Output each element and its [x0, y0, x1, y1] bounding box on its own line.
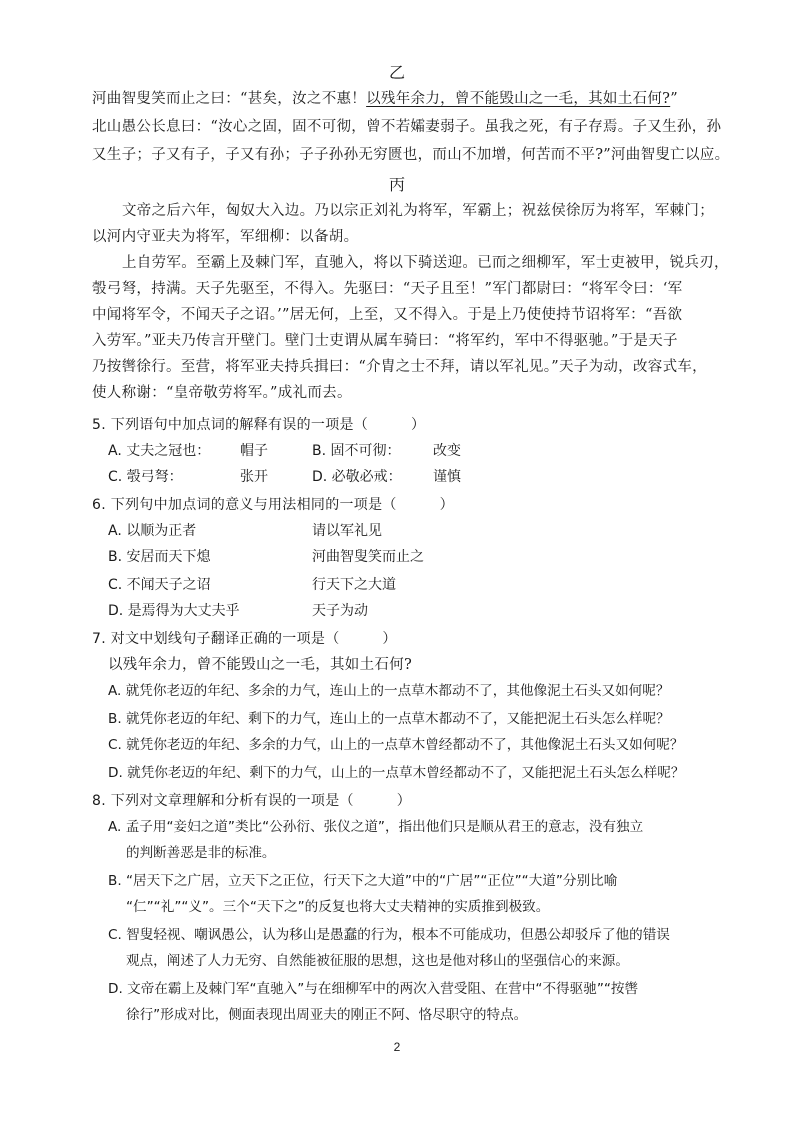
passage-bing-line: 中闻将军令，不闻天子之诏。’”居无何，上至，又不得入。于是上乃使使持节诏将军：“吾欲	[92, 307, 683, 323]
question-7-stem: 7. 对文中划线句子翻译正确的一项是（ ）	[92, 631, 397, 647]
page-number: 2	[393, 1040, 401, 1054]
q6-option-b-compare: 河曲智叟笑而止之	[312, 549, 424, 565]
q5-option-a-answer: 帽子	[240, 443, 268, 459]
q6-option-d: D. 是焉得为大丈夫乎	[108, 603, 240, 619]
passage-bing-line: 以河内守亚夫为将军，军细柳：以备胡。	[92, 229, 359, 245]
q5-option-b-answer: 改变	[433, 443, 461, 459]
q7-option-d: D. 就凭你老迈的年纪、剩下的力气，山上的一点草木曾经都动不了，又能把泥土石头怎么样呢？	[108, 765, 685, 781]
passage-bing-line: 文帝之后六年，匈奴大入边。乃以宗正刘礼为将军，军霸上；祝兹侯徐厉为将军，军棘门；	[122, 203, 714, 219]
q7-option-b: B. 就凭你老迈的年纪、剩下的力气，连山上的一点草木都动不了，又能把泥土石头怎么样呢？	[108, 711, 670, 727]
underlined-sentence: 以残年余力，曾不能毁山之一毛，其如土石何?	[366, 91, 671, 107]
q5-option-a: A. 丈夫之冠也：	[108, 443, 211, 459]
q8-option-c-cont: 观点，阐述了人力无穷、自然能被征服的思想，这也是他对移山的坚强信心的来源。	[126, 953, 629, 969]
passage-bing-line: 上自劳军。至霸上及棘门军，直驰入，将以下骑送迎。已而之细柳军，军士吏被甲，锐兵刃，	[122, 255, 729, 271]
q8-option-b-cont: “仁”“礼”“义”。三个“天下之”的反复也将大丈夫精神的实质推到极致。	[126, 899, 550, 915]
q8-option-b: B. “居天下之广居，立天下之正位，行天下之大道”中的“广居”“正位”“大道”分别比喻	[108, 873, 618, 889]
q7-quoted-sentence: 以残年余力，曾不能毁山之一毛，其如土石何?	[108, 657, 413, 673]
passage-yi-line: 又生子；子又有子，子又有孙；子子孙孙无穷匮也，而山不加增，何苦而不平?”河曲智叟亡以应。	[92, 147, 730, 163]
question-6-stem: 6. 下列句中加点词的意义与用法相同的一项是（ ）	[92, 497, 454, 513]
q8-option-a: A. 孟子用“妾妇之道”类比“公孙衍、张仪之道”，指出他们只是顺从君王的意志，没有独立	[108, 819, 644, 835]
passage-yi-line: 北山愚公长息曰：“汝心之固，固不可彻，曾不若孀妻弱子。虽我之死，有子存焉。子又生孙，孙	[92, 119, 722, 135]
q5-option-d-answer: 谨慎	[433, 469, 461, 485]
q6-option-c-compare: 行天下之大道	[312, 577, 396, 593]
passage-bing-line: 彀弓弩，持满。天子先驱至，不得入。先驱曰：“天子且至！”军门都尉曰：“将军令曰：‘军	[92, 281, 683, 297]
q5-option-c-answer: 张开	[240, 469, 268, 485]
passage-bing-line: 使人称谢：“皇帝敬劳将军。”成礼而去。	[92, 385, 352, 401]
q5-option-c: C. 彀弓弩：	[108, 469, 183, 485]
q8-option-a-cont: 的判断善恶是非的标准。	[126, 845, 276, 861]
q6-option-a: A. 以顺为正者	[108, 523, 197, 539]
passage-yi-heading: 乙	[388, 63, 405, 82]
q6-option-d-compare: 天子为动	[312, 603, 368, 619]
q5-option-b: B. 固不可彻：	[312, 443, 401, 459]
question-8-stem: 8. 下列对文章理解和分析有误的一项是（ ）	[92, 793, 412, 809]
passage-bing-line: 乃按辔徐行。至营，将军亚夫持兵揖曰：“介胄之士不拜，请以军礼见。”天子为动，改容式车，	[92, 359, 707, 375]
q8-option-c: C. 智叟轻视、嘲讽愚公，认为移山是愚蠢的行为，根本不可能成功，但愚公却驳斥了他的错误	[108, 927, 670, 943]
q6-option-a-compare: 请以军礼见	[312, 523, 382, 539]
q8-option-d-cont: 徐行”形成对比，侧面表现出周亚夫的刚正不阿、恪尽职守的特点。	[126, 1007, 528, 1023]
passage-bing-heading: 丙	[388, 175, 405, 194]
passage-yi-line1-post: ”	[670, 91, 678, 107]
q6-option-c: C. 不闻天子之诏	[108, 577, 211, 593]
passage-bing-line: 入劳军。”亚夫乃传言开壁门。壁门士吏谓从属车骑曰：“将军约，军中不得驱驰。”于是天子	[92, 333, 678, 349]
question-5-stem: 5. 下列语句中加点词的解释有误的一项是（ ）	[92, 417, 426, 433]
passage-yi-line	[92, 86, 732, 112]
q8-option-d: D. 文帝在霸上及棘门军“直驰入”与在细柳军中的两次入营受阻、在营中“不得驱驰”“按辔	[108, 981, 639, 997]
passage-yi-line1-pre: 河曲智叟笑而止之曰：“甚矣，汝之不惠！	[92, 91, 367, 107]
q6-option-b: B. 安居而天下熄	[108, 549, 211, 565]
q7-option-a: A. 就凭你老迈的年纪、多余的力气，连山上的一点草木都动不了，其他像泥土石头又如何呢？	[108, 683, 670, 699]
q7-option-c: C. 就凭你老迈的年纪、多余的力气，山上的一点草木曾经都动不了，其他像泥土石头又如何呢？	[108, 737, 684, 753]
q5-option-d: D. 必敬必戒：	[312, 469, 402, 485]
